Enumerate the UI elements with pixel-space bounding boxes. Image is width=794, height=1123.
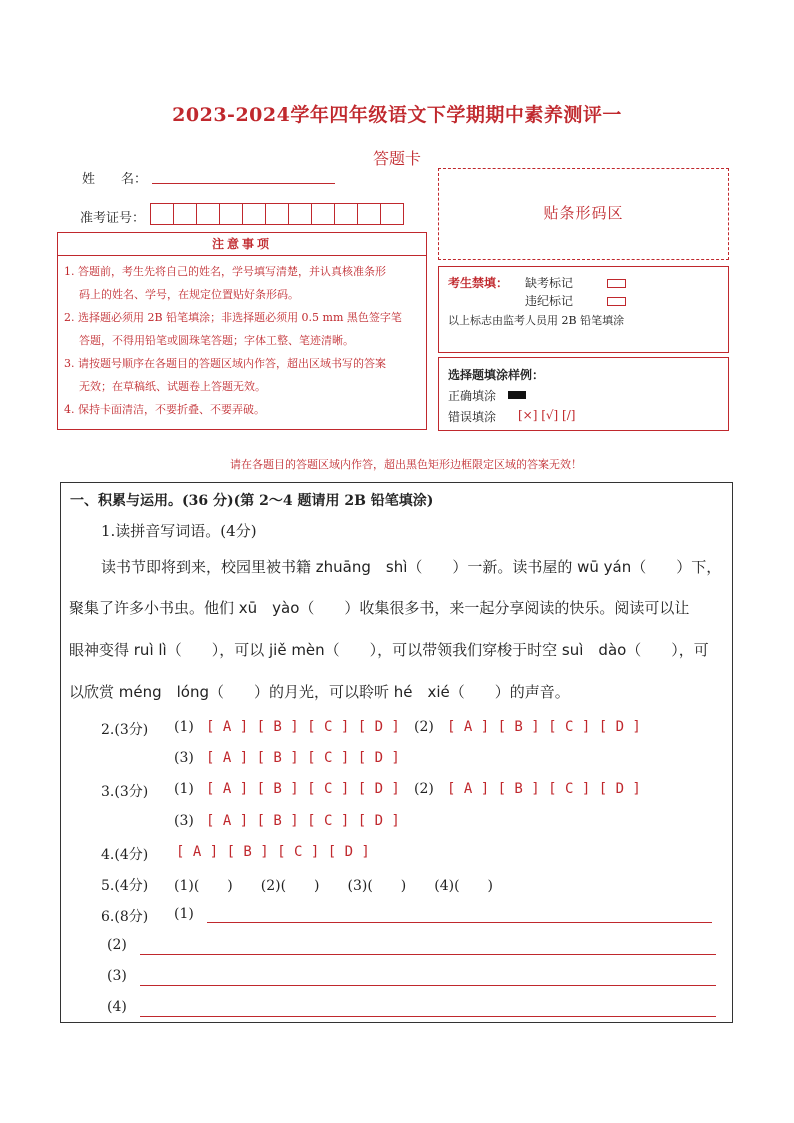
card-title: 答题卡 xyxy=(372,149,421,168)
notice-line: 3. 请按题号顺序在各题目的答题区域内作答，超出区域书写的答案 xyxy=(64,357,386,370)
sample-title: 选择题填涂样例： xyxy=(448,368,545,382)
q2-sub3-options[interactable]: [ A ] [ B ] [ C ] [ D ] xyxy=(206,750,400,766)
q2-sub2-options[interactable]: [ A ] [ B ] [ C ] [ D ] xyxy=(447,719,641,735)
violation-mark-label: 违纪标记 xyxy=(525,294,574,308)
exam-digit-box[interactable] xyxy=(380,203,404,225)
correct-fill-label: 正确填涂 xyxy=(448,389,497,403)
question-2-label: 2.(3分) xyxy=(101,722,149,738)
q2-sub1-options[interactable]: [ A ] [ B ] [ C ] [ D ] xyxy=(206,719,400,735)
q6-answer-line-4[interactable] xyxy=(140,1015,716,1017)
exam-digit-box[interactable] xyxy=(242,203,266,225)
absent-mark-box[interactable] xyxy=(607,279,626,288)
q5-blanks[interactable]: (1)( ) (2)( ) (3)( ) (4)( ) xyxy=(174,878,494,894)
q2-sub1-label: (1) xyxy=(174,719,194,735)
q2-sub3-label: (3) xyxy=(174,750,194,766)
q3-sub1-options[interactable]: [ A ] [ B ] [ C ] [ D ] xyxy=(206,781,400,797)
wrong-fill-label: 错误填涂 xyxy=(448,410,497,424)
question-1-line: 眼神变得 ruì lì（ ），可以 jiě mèn（ ），可以带领我们穿梭于时空 suì dào（ ），可 xyxy=(69,641,709,659)
question-5-label: 5.(4分) xyxy=(101,878,149,894)
q3-sub3-label: (3) xyxy=(174,813,194,829)
exam-digit-box[interactable] xyxy=(334,203,358,225)
exam-digit-box[interactable] xyxy=(150,203,174,225)
name-field[interactable] xyxy=(152,182,335,184)
q6-sub3-label: (3) xyxy=(107,968,127,984)
notice-title: 注意事项 xyxy=(58,233,426,256)
exam-digit-box[interactable] xyxy=(357,203,381,225)
correct-fill-mark xyxy=(508,391,526,399)
notice-box xyxy=(57,232,427,430)
absent-mark-label: 缺考标记 xyxy=(525,276,574,290)
exam-digit-box[interactable] xyxy=(219,203,243,225)
question-3-label: 3.(3分) xyxy=(101,784,149,800)
proctor-mark-label: 考生禁填： xyxy=(448,276,509,290)
q4-options[interactable]: [ A ] [ B ] [ C ] [ D ] xyxy=(176,844,370,860)
wrong-fill-marks: [×] [√] [/] xyxy=(518,408,576,422)
exam-digit-box[interactable] xyxy=(311,203,335,225)
fill-sample-box xyxy=(438,357,729,431)
q6-answer-line-2[interactable] xyxy=(140,953,716,955)
notice-line: 2. 选择题必须用 2B 铅笔填涂；非选择题必须用 0.5 mm 黑色签字笔 xyxy=(64,311,402,324)
question-1-line: 读书节即将到来，校园里被书籍 zhuāng shì（ ）一新。读书屋的 wū yán（ ）下， xyxy=(101,558,722,576)
q3-sub2-options[interactable]: [ A ] [ B ] [ C ] [ D ] xyxy=(447,781,641,797)
exam-number-label: 准考证号： xyxy=(80,211,146,226)
answer-area-warning: 请在各题目的答题区域内作答，超出黑色矩形边框限定区域的答案无效！ xyxy=(230,458,582,471)
question-6-label: 6.(8分) xyxy=(101,909,149,925)
exam-digit-box[interactable] xyxy=(196,203,220,225)
barcode-area: 贴条形码区 xyxy=(438,168,729,260)
proctor-mark-box xyxy=(438,266,729,353)
page-title: 2023-2024学年四年级语文下学期期中素养测评一 xyxy=(172,104,622,126)
name-label: 姓 名： xyxy=(82,172,148,187)
q3-sub3-options[interactable]: [ A ] [ B ] [ C ] [ D ] xyxy=(206,813,400,829)
question-4-label: 4.(4分) xyxy=(101,847,149,863)
question-1-line: 以欣赏 méng lóng（ ）的月光，可以聆听 hé xié（ ）的声音。 xyxy=(69,683,570,701)
q6-answer-line-1[interactable] xyxy=(207,921,712,923)
question-1-line: 聚集了许多小书虫。他们 xū yào（ ）收集很多书，来一起分享阅读的快乐。阅读可以让 xyxy=(69,599,690,617)
q3-sub1-label: (1) xyxy=(174,781,194,797)
q6-sub2-label: (2) xyxy=(107,937,127,953)
exam-digit-box[interactable] xyxy=(265,203,289,225)
q6-sub4-label: (4) xyxy=(107,999,127,1015)
exam-number-field[interactable] xyxy=(150,203,404,225)
section-title: 一、积累与运用。(36 分)(第 2～4 题请用 2B 铅笔填涂) xyxy=(70,493,434,509)
exam-digit-box[interactable] xyxy=(288,203,312,225)
violation-mark-box[interactable] xyxy=(607,297,626,306)
exam-digit-box[interactable] xyxy=(173,203,197,225)
notice-line: 4. 保持卡面清洁，不要折叠、不要弄破。 xyxy=(64,403,265,416)
q2-sub2-label: (2) xyxy=(414,719,434,735)
q6-answer-line-3[interactable] xyxy=(140,984,716,986)
notice-line: 码上的姓名、学号，在规定位置贴好条形码。 xyxy=(79,288,299,301)
notice-line: 无效；在草稿纸、试题卷上答题无效。 xyxy=(79,380,266,393)
q3-sub2-label: (2) xyxy=(414,781,434,797)
proctor-note: 以上标志由监考人员用 2B 铅笔填涂 xyxy=(448,314,625,327)
notice-line: 答题，不得用铅笔或圆珠笔答题；字体工整、笔迹清晰。 xyxy=(79,334,354,347)
answer-area xyxy=(60,482,733,1023)
question-1-title: 1.读拼音写词语。(4分) xyxy=(101,522,257,540)
notice-line: 1. 答题前，考生先将自己的姓名，学号填写清楚，并认真核准条形 xyxy=(64,265,386,278)
q6-sub1-label: (1) xyxy=(174,906,194,922)
